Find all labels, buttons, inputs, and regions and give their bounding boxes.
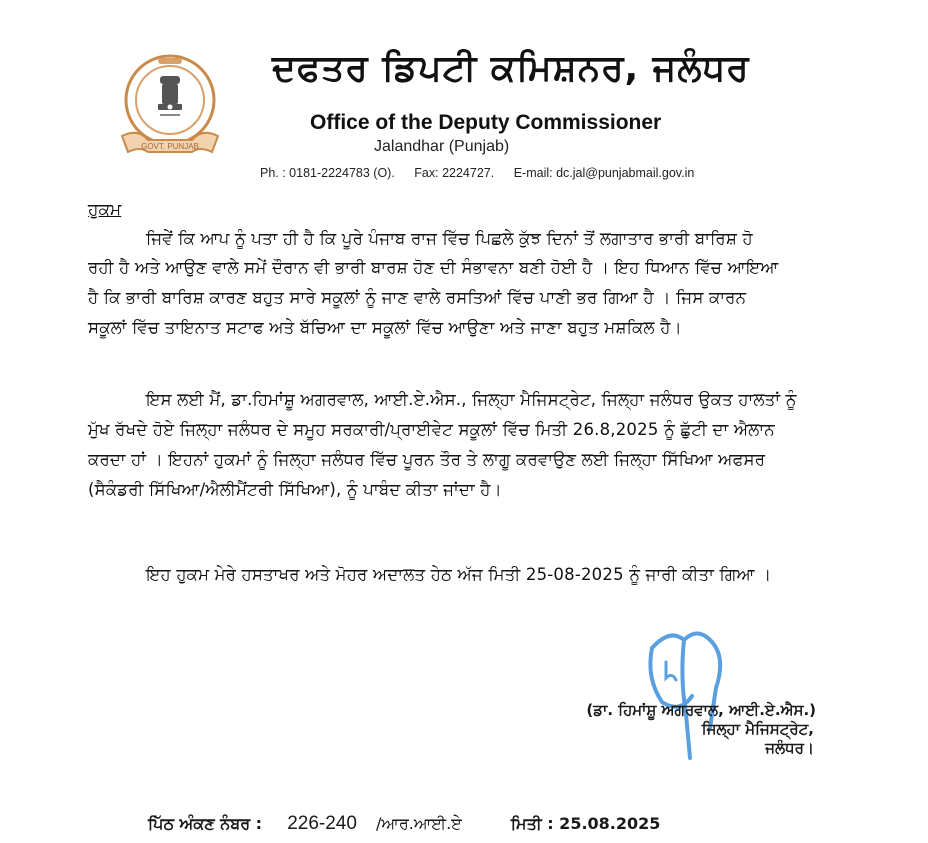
govt-punjab-emblem-icon — [108, 52, 232, 164]
office-title-english: Office of the Deputy Commissioner — [310, 111, 662, 134]
contact-line — [260, 166, 710, 180]
endorsement-line — [148, 813, 660, 835]
paragraph2-line3: ਕਰਦਾ ਹਾਂ । ਇਹਨਾਂ ਹੁਕਮਾਂ ਨੂੰ ਜਿਲ੍ਹਾ ਜਲੰਧਰ ਵਿੱਚ ਪੂਰਨ ਤੌਰ ਤੇ ਲਾਗੂ ਕਰਵਾਉਣ ਲਈ ਜਿਲ੍ਹਾ ਸਿੱਖਿਆ ਅਫਸਰ — [88, 450, 766, 469]
paragraph1-line1: ਜਿਵੇਂ ਕਿ ਆਪ ਨੂੰ ਪਤਾ ਹੀ ਹੈ ਕਿ ਪੂਰੇ ਪੰਜਾਬ ਰਾਜ ਵਿੱਚ ਪਿਛਲੇ ਕੁੱਝ ਦਿਨਾਂ ਤੋਂ ਲਗਾਤਾਰ ਭਾਰੀ ਬਾਰਿਸ਼ ਹੋ — [146, 229, 753, 248]
fax-number: Fax: 2224727. — [414, 166, 495, 180]
endorsement-label: ਪਿੱਠ ਅੰਕਣ ਨੰਬਰ : — [148, 814, 263, 833]
paragraph3: ਇਹ ਹੁਕਮ ਮੇਰੇ ਹਸਤਾਖਰ ਅਤੇ ਮੋਹਰ ਅਦਾਲਤ ਹੇਠ ਅੱਜ ਮਿਤੀ 25-08-2025 ਨੂੰ ਜਾਰੀ ਕੀਤਾ ਗਿਆ । — [146, 565, 772, 584]
paragraph2-line4: (ਸੈਕੰਡਰੀ ਸਿੱਖਿਆ/ਐਲੀਮੈਂਟਰੀ ਸਿੱਖਿਆ), ਨੂੰ ਪਾਬੰਦ ਕੀਤਾ ਜਾਂਦਾ ਹੈ। — [88, 480, 502, 499]
office-title-punjabi: ਦਫਤਰ ਡਿਪਟੀ ਕਮਿਸ਼ਨਰ, ਜਲੰਧਰ — [272, 48, 750, 89]
phone-number: Ph. : 0181-2224783 (O). — [260, 166, 395, 180]
endorsement-date: ਮਿਤੀ : 25.08.2025 — [510, 814, 661, 833]
signatory-name: (ਡਾ. ਹਿਮਾਂਸ਼ੂ ਅਗਰਵਾਲ, ਆਈ.ਏ.ਐਸ.) — [586, 701, 816, 719]
paragraph1-line3: ਹੈ ਕਿ ਭਾਰੀ ਬਾਰਿਸ਼ ਕਾਰਣ ਬਹੁਤ ਸਾਰੇ ਸਕੂਲਾਂ ਨੂੰ ਜਾਣ ਵਾਲੇ ਰਸਤਿਆਂ ਵਿੱਚ ਪਾਣੀ ਭਰ ਗਿਆ ਹੈ । ਜਿਸ ਕਾਰਨ — [88, 288, 747, 307]
office-location: Jalandhar (Punjab) — [374, 138, 510, 155]
handwritten-signature-icon — [640, 618, 740, 768]
paragraph2-line2: ਮੁੱਖ ਰੱਖਦੇ ਹੋਏ ਜਿਲ੍ਹਾ ਜਲੰਧਰ ਦੇ ਸਮੂਹ ਸਰਕਾਰੀ/ਪ੍ਰਾਈਵੇਟ ਸਕੂਲਾਂ ਵਿੱਚ ਮਿਤੀ 26.8,2025 ਨੂੰ ਛੁੱਟੀ ਦਾ ਐਲਾਨ — [88, 420, 775, 439]
paragraph1-line2: ਰਹੀ ਹੈ ਅਤੇ ਆਉਣ ਵਾਲੇ ਸਮੇਂ ਦੌਰਾਨ ਵੀ ਭਾਰੀ ਬਾਰਸ਼ ਹੋਣ ਦੀ ਸੰਭਾਵਨਾ ਬਣੀ ਹੋਈ ਹੈ । ਇਹ ਧਿਆਨ ਵਿੱਚ ਆਇਆ — [88, 258, 779, 277]
endorsement-number: 226-240 — [287, 813, 357, 834]
emblem-ribbon-text: GOVT. PUNJAB — [141, 142, 199, 151]
email-address[interactable]: E-mail: dc.jal@punjabmail.gov.in — [513, 166, 695, 180]
signatory-place: ਜਲੰਧਰ। — [765, 739, 814, 757]
paragraph2-line1: ਇਸ ਲਈ ਮੈਂ, ਡਾ.ਹਿਮਾਂਸ਼ੂ ਅਗਰਵਾਲ, ਆਈ.ਏ.ਐਸ., ਜਿਲ੍ਹਾ ਮੈਜਿਸਟ੍ਰੇਟ, ਜਿਲ੍ਹਾ ਜਲੰਧਰ ਉਕਤ ਹਾਲਤਾਂ ਨੂੰ — [146, 390, 797, 409]
paragraph1-line4: ਸਕੂਲਾਂ ਵਿੱਚ ਤਾਇਨਾਤ ਸਟਾਫ ਅਤੇ ਬੱਚਿਆ ਦਾ ਸਕੂਲਾਂ ਵਿੱਚ ਆਉਣਾ ਅਤੇ ਜਾਣਾ ਬਹੁਤ ਮਸ਼ਕਿਲ ਹੈ। — [88, 318, 682, 337]
endorsement-suffix: /ਆਰ.ਆਈ.ਏ — [376, 814, 462, 833]
signatory-designation: ਜਿਲ੍ਹਾ ਮੈਜਿਸਟ੍ਰੇਟ, — [701, 720, 814, 738]
order-heading: ਹੁਕਮ — [88, 200, 122, 220]
